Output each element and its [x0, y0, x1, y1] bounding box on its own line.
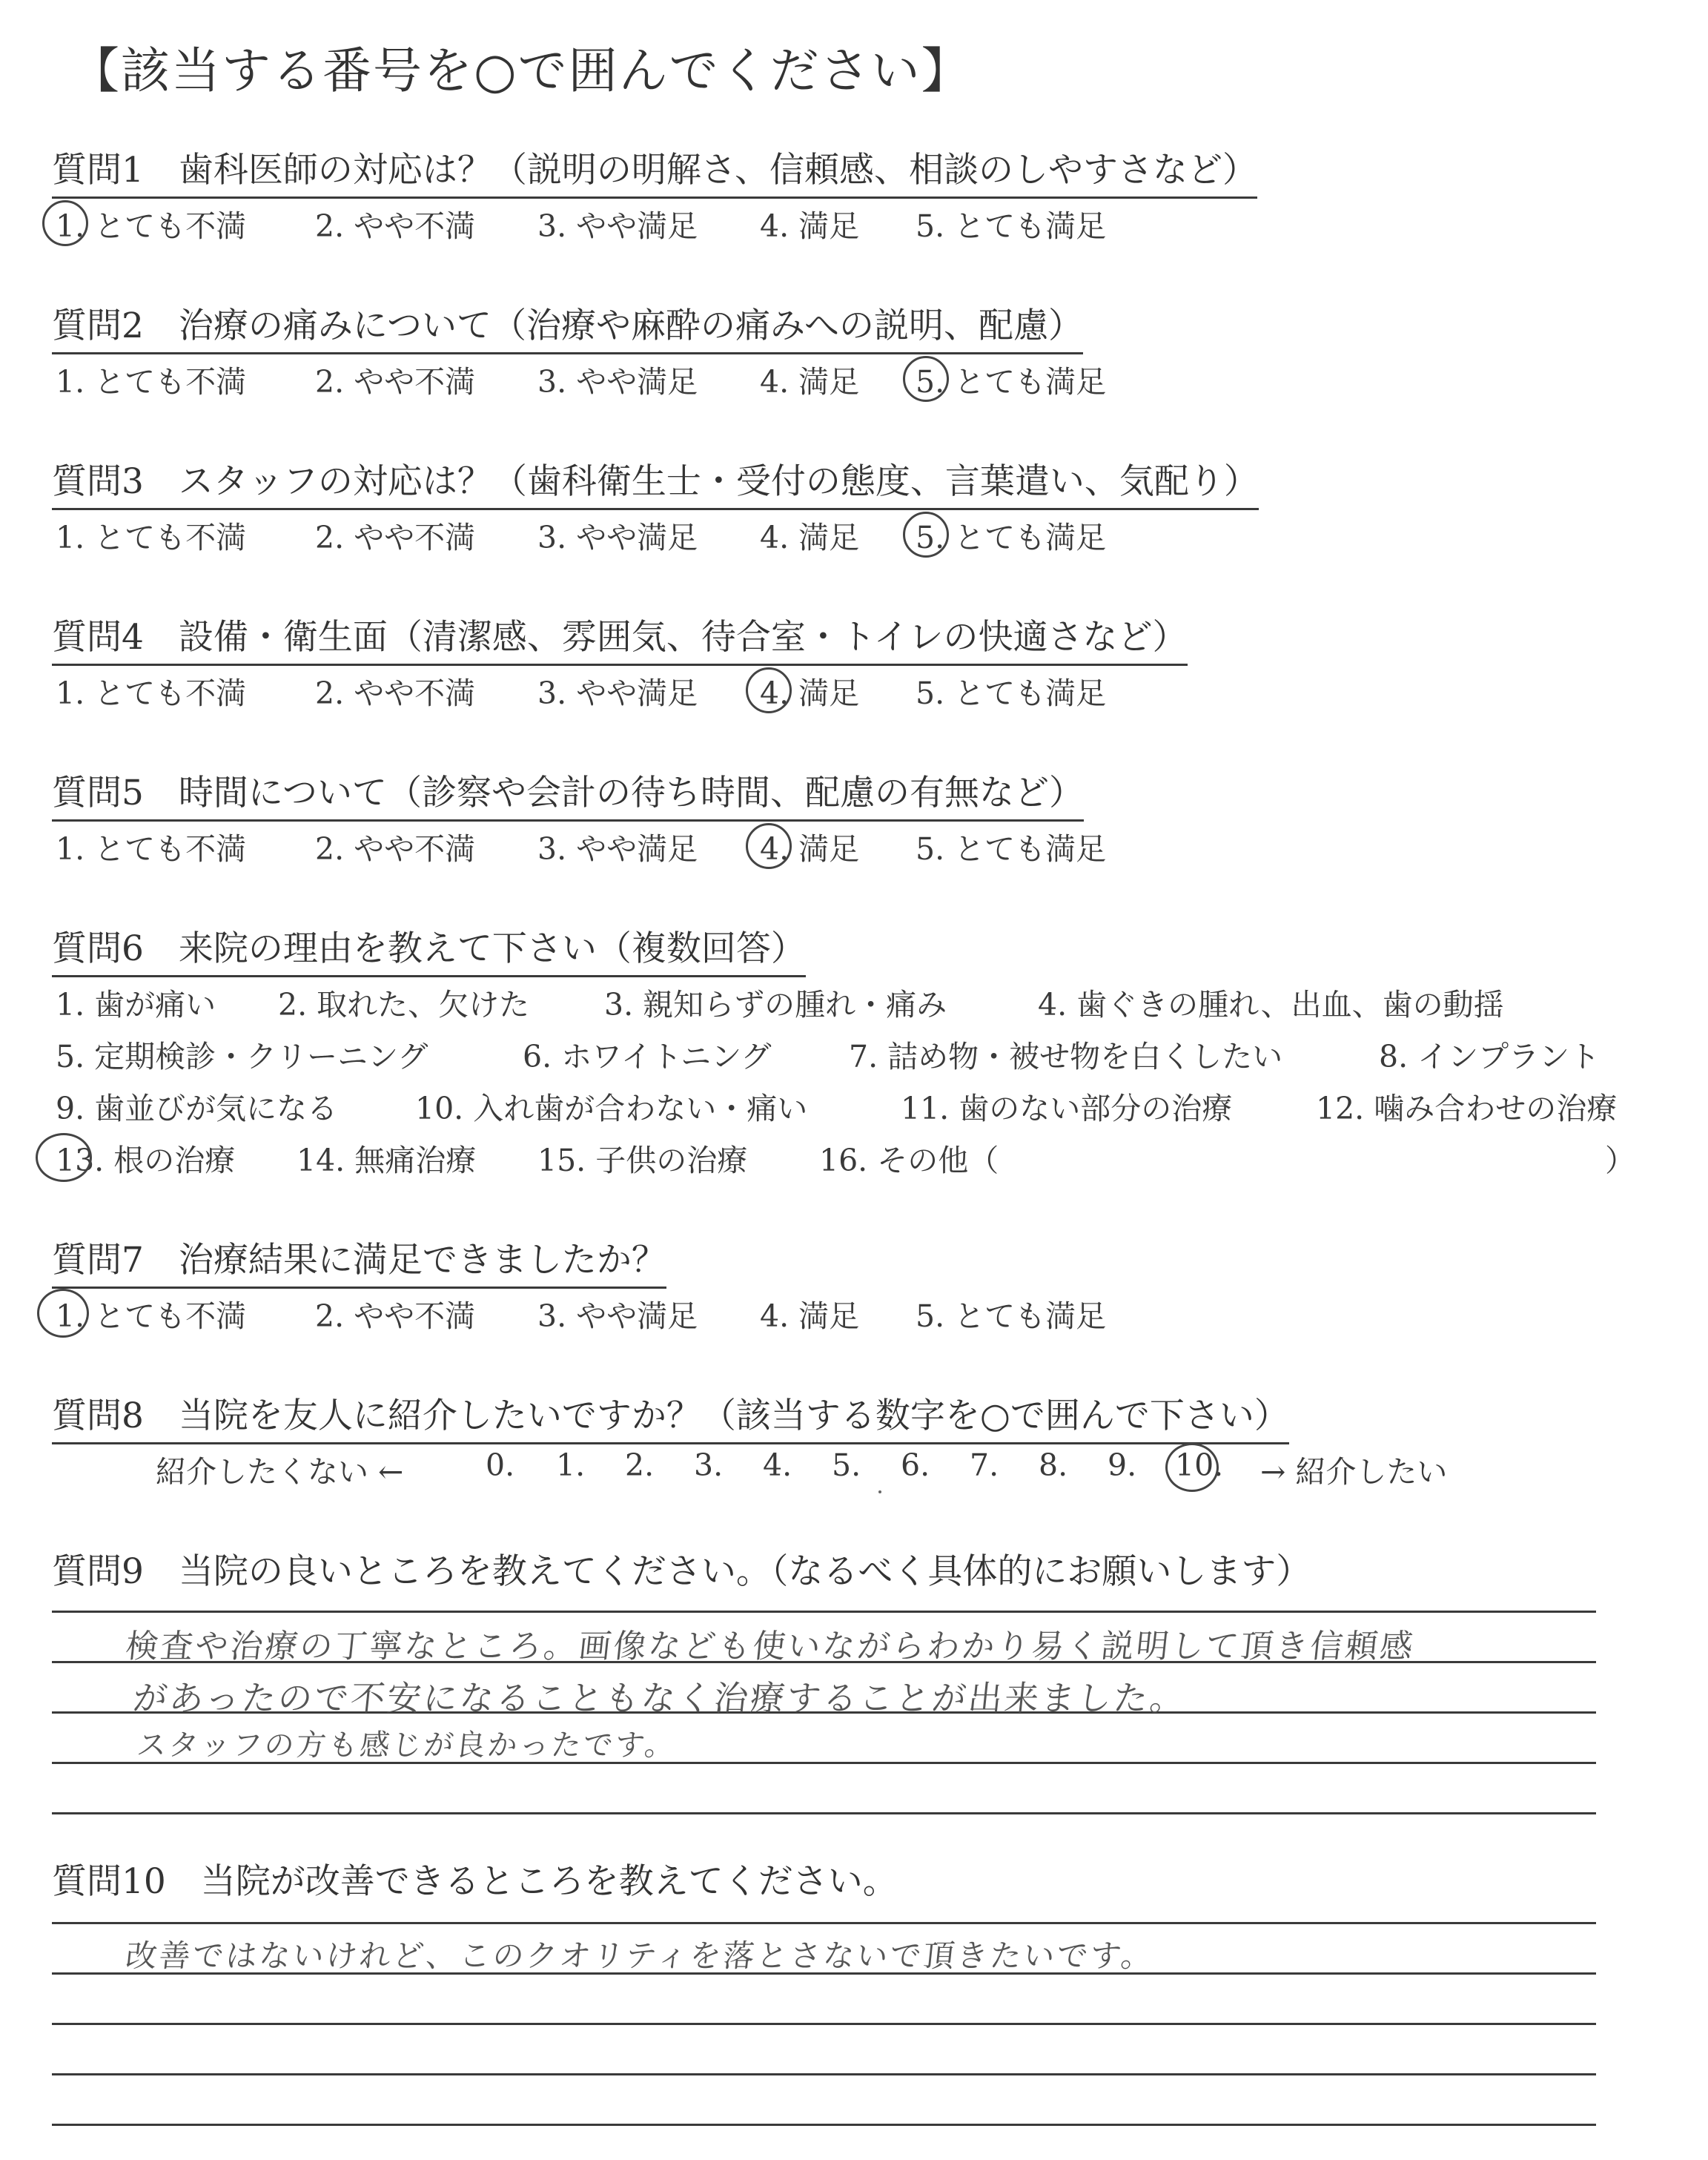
q4-option-4[interactable]: 4. 満足 — [760, 676, 860, 711]
q5-option-5[interactable]: 5. とても満足 — [916, 831, 1107, 867]
q7-selected-circle — [37, 1289, 89, 1338]
q8-selected-circle — [1165, 1443, 1219, 1492]
question-1-label: 質問1 歯科医師の対応は？（説明の明解さ、信頼感、相談のしやすさなど） — [52, 142, 1257, 199]
q10-answer-rule-4 — [52, 2073, 1596, 2075]
q9-answer-line-3: スタッフの方も感じが良かったです。 — [135, 1728, 678, 1763]
q5-option-3[interactable]: 3. やや満足 — [537, 831, 698, 867]
q1-option-2[interactable]: 2. やや不満 — [315, 208, 476, 244]
q8-score-5[interactable]: 5. — [832, 1447, 861, 1483]
q10-answer-rule-1 — [52, 1922, 1596, 1924]
q8-score-2[interactable]: 2. — [625, 1447, 655, 1483]
q6-option-10[interactable]: 10. 入れ歯が合わない・痛い — [415, 1091, 808, 1126]
q9-answer-rule-1 — [52, 1611, 1596, 1613]
q8-left-label: 紹介したくない ← — [156, 1454, 404, 1490]
q8-score-1[interactable]: 1. — [556, 1447, 586, 1483]
q6-option-13[interactable]: 13. 根の治療 — [56, 1143, 236, 1178]
q5-option-1[interactable]: 1. とても不満 — [56, 831, 247, 867]
q6-option-8[interactable]: 8. インプラント — [1379, 1039, 1601, 1074]
q8-score-9[interactable]: 9. — [1108, 1447, 1137, 1483]
question-3-label: 質問3 スタッフの対応は？（歯科衛生士・受付の態度、言葉遣い、気配り） — [52, 454, 1259, 510]
question-8-label: 質問8 当院を友人に紹介したいですか？（該当する数字を○で囲んで下さい） — [52, 1388, 1289, 1444]
stray-mark — [878, 1490, 881, 1493]
question-5-label: 質問5 時間について（診察や会計の待ち時間、配慮の有無など） — [52, 765, 1084, 822]
q6-option-5[interactable]: 5. 定期検診・クリーニング — [56, 1039, 428, 1074]
q4-option-1[interactable]: 1. とても不満 — [56, 676, 247, 711]
question-10-label: 質問10 当院が改善できるところを教えてください。 — [52, 1861, 898, 1902]
q2-option-3[interactable]: 3. やや満足 — [537, 364, 698, 400]
q6-option-12[interactable]: 12. 噛み合わせの治療 — [1316, 1091, 1618, 1126]
q5-selected-circle — [746, 823, 792, 869]
q4-option-3[interactable]: 3. やや満足 — [537, 676, 698, 711]
q7-option-4[interactable]: 4. 満足 — [760, 1298, 860, 1334]
q1-option-4[interactable]: 4. 満足 — [760, 208, 860, 244]
q6-option-7[interactable]: 7. 詰め物・被せ物を白くしたい — [849, 1039, 1283, 1074]
question-7-label: 質問7 治療結果に満足できましたか？ — [52, 1232, 666, 1289]
q1-selected-circle — [42, 200, 88, 246]
q4-selected-circle — [746, 667, 792, 713]
q9-answer-line-2: があったので不安になることもなく治療することが出来ました。 — [130, 1678, 1189, 1718]
q10-answer-rule-5 — [52, 2124, 1596, 2126]
q6-selected-circle — [36, 1133, 92, 1182]
q6-option-15[interactable]: 15. 子供の治療 — [537, 1143, 748, 1178]
q2-option-1[interactable]: 1. とても不満 — [56, 364, 247, 400]
q8-score-0[interactable]: 0. — [486, 1447, 515, 1483]
q6-option-3[interactable]: 3. 親知らずの腫れ・痛み — [604, 987, 947, 1023]
q7-option-5[interactable]: 5. とても満足 — [916, 1298, 1107, 1334]
q6-option-6[interactable]: 6. ホワイトニング — [523, 1039, 772, 1074]
q1-option-5[interactable]: 5. とても満足 — [916, 208, 1107, 244]
q7-option-2[interactable]: 2. やや不満 — [315, 1298, 476, 1334]
q3-option-3[interactable]: 3. やや満足 — [537, 520, 698, 555]
q3-option-2[interactable]: 2. やや不満 — [315, 520, 476, 555]
q3-option-4[interactable]: 4. 満足 — [760, 520, 860, 555]
q5-option-4[interactable]: 4. 満足 — [760, 831, 860, 867]
question-6-label: 質問6 来院の理由を教えて下さい（複数回答） — [52, 921, 806, 977]
q8-score-6[interactable]: 6. — [901, 1447, 930, 1483]
q7-option-1[interactable]: 1. とても不満 — [56, 1298, 247, 1334]
q6-option-16[interactable]: 16. その他（ — [819, 1143, 999, 1178]
q3-option-5[interactable]: 5. とても満足 — [916, 520, 1107, 555]
q3-option-1[interactable]: 1. とても不満 — [56, 520, 247, 555]
q8-right-label: → 紹介したい — [1260, 1454, 1448, 1490]
q3-selected-circle — [903, 512, 949, 558]
q6-option-4[interactable]: 4. 歯ぐきの腫れ、出血、歯の動揺 — [1038, 987, 1504, 1023]
q6-option-1[interactable]: 1. 歯が痛い — [56, 987, 216, 1023]
question-2-label: 質問2 治療の痛みについて（治療や麻酔の痛みへの説明、配慮） — [52, 298, 1083, 354]
q5-option-2[interactable]: 2. やや不満 — [315, 831, 476, 867]
q6-other-close-paren: ） — [1605, 1143, 1635, 1178]
q8-score-10[interactable]: 10. — [1175, 1447, 1224, 1483]
q10-answer-rule-3 — [52, 2023, 1596, 2025]
q8-score-4[interactable]: 4. — [763, 1447, 792, 1483]
q1-option-3[interactable]: 3. やや満足 — [537, 208, 698, 244]
q1-option-1[interactable]: 1. とても不満 — [56, 208, 247, 244]
question-9-label: 質問9 当院の良いところを教えてください。（なるべく具体的にお願いします） — [52, 1551, 1311, 1592]
q9-answer-line-1: 検査や治療の丁寧なところ。画像なども使いながらわかり易く説明して頂き信頼感 — [123, 1628, 1417, 1665]
q6-option-14[interactable]: 14. 無痛治療 — [297, 1143, 477, 1178]
q8-score-7[interactable]: 7. — [970, 1447, 999, 1483]
q4-option-5[interactable]: 5. とても満足 — [916, 676, 1107, 711]
q6-option-11[interactable]: 11. 歯のない部分の治療 — [901, 1091, 1233, 1126]
q2-option-4[interactable]: 4. 満足 — [760, 364, 860, 400]
q4-option-2[interactable]: 2. やや不満 — [315, 676, 476, 711]
question-4-label: 質問4 設備・衛生面（清潔感、雰囲気、待合室・トイレの快適さなど） — [52, 610, 1188, 666]
q2-option-5[interactable]: 5. とても満足 — [916, 364, 1107, 400]
q9-answer-rule-5 — [52, 1812, 1596, 1814]
q7-option-3[interactable]: 3. やや満足 — [537, 1298, 698, 1334]
q6-option-2[interactable]: 2. 取れた、欠けた — [278, 987, 530, 1023]
q2-selected-circle — [903, 356, 949, 402]
q2-option-2[interactable]: 2. やや不満 — [315, 364, 476, 400]
page-title: 【該当する番号を○で囲んでください】 — [70, 42, 972, 99]
q10-answer-line-1: 改善ではないけれど、このクオリティを落とさないで頂きたいです。 — [124, 1938, 1156, 1974]
q8-score-8[interactable]: 8. — [1039, 1447, 1068, 1483]
q8-score-3[interactable]: 3. — [694, 1447, 724, 1483]
q6-option-9[interactable]: 9. 歯並びが気になる — [56, 1091, 338, 1126]
